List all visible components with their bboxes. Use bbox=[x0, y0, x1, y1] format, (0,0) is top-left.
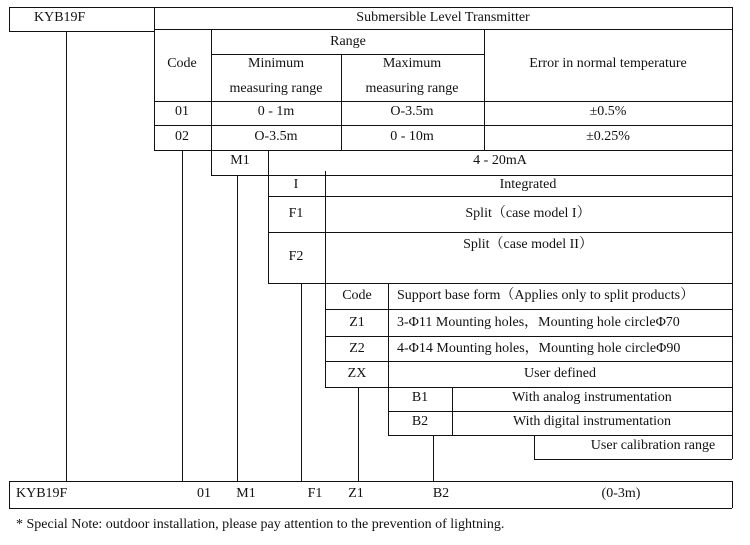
support-code-header: Code bbox=[342, 288, 372, 303]
instrument-label: With digital instrumentation bbox=[512, 414, 672, 429]
range-row-error: ±0.25% bbox=[586, 129, 630, 144]
error-header: Error in normal temperature bbox=[529, 56, 687, 71]
structure-label: Split（case model I） bbox=[465, 206, 591, 221]
range-header: Range bbox=[330, 34, 366, 49]
product-title: Submersible Level Transmitter bbox=[356, 10, 530, 25]
model-name: KYB19F bbox=[34, 10, 86, 25]
special-note: * Special Note: outdoor installation, please pay attention to the prevention of lightning. bbox=[16, 517, 505, 532]
range-row-min: O-3.5m bbox=[254, 129, 298, 144]
example-instrument: B2 bbox=[432, 486, 450, 501]
min-header-line1: Minimum bbox=[247, 56, 305, 71]
structure-code: I bbox=[293, 177, 299, 192]
example-range: 01 bbox=[197, 486, 211, 501]
structure-label: Split（case model II） bbox=[463, 237, 593, 252]
structure-code: F2 bbox=[288, 249, 304, 264]
min-header-line2: measuring range bbox=[229, 81, 323, 96]
instrument-label: With analog instrumentation bbox=[512, 390, 672, 405]
calibration-label: User calibration range bbox=[590, 438, 716, 453]
range-row-min: 0 - 1m bbox=[257, 104, 295, 119]
range-row-max: 0 - 10m bbox=[390, 129, 434, 144]
range-row-code: 02 bbox=[175, 129, 189, 144]
max-header-line2: measuring range bbox=[365, 81, 459, 96]
instrument-code: B2 bbox=[411, 414, 429, 429]
range-row-code: 01 bbox=[175, 104, 189, 119]
support-code: ZX bbox=[347, 366, 367, 381]
example-calibration: (0-3m) bbox=[601, 486, 641, 501]
support-label: 3-Φ11 Mounting holes，Mounting hole circleΦ70 bbox=[397, 315, 680, 330]
range-row-max: O-3.5m bbox=[390, 104, 434, 119]
structure-code: F1 bbox=[288, 206, 304, 221]
example-structure: F1 bbox=[307, 486, 323, 501]
code-header: Code bbox=[167, 56, 197, 71]
support-header: Support base form（Applies only to split products） bbox=[397, 288, 695, 303]
support-code: Z2 bbox=[349, 341, 365, 356]
max-header-line1: Maximum bbox=[382, 56, 442, 71]
example-support: Z1 bbox=[348, 486, 364, 501]
example-model: KYB19F bbox=[16, 486, 68, 501]
output-label: 4 - 20mA bbox=[473, 153, 527, 168]
support-code: Z1 bbox=[349, 315, 365, 330]
support-label: 4-Φ14 Mounting holes，Mounting hole circleΦ90 bbox=[397, 341, 681, 356]
structure-label: Integrated bbox=[499, 177, 557, 192]
instrument-code: B1 bbox=[411, 390, 429, 405]
range-row-error: ±0.5% bbox=[589, 104, 627, 119]
support-label: User defined bbox=[524, 366, 596, 381]
example-output: M1 bbox=[236, 486, 256, 501]
output-code: M1 bbox=[230, 153, 250, 168]
